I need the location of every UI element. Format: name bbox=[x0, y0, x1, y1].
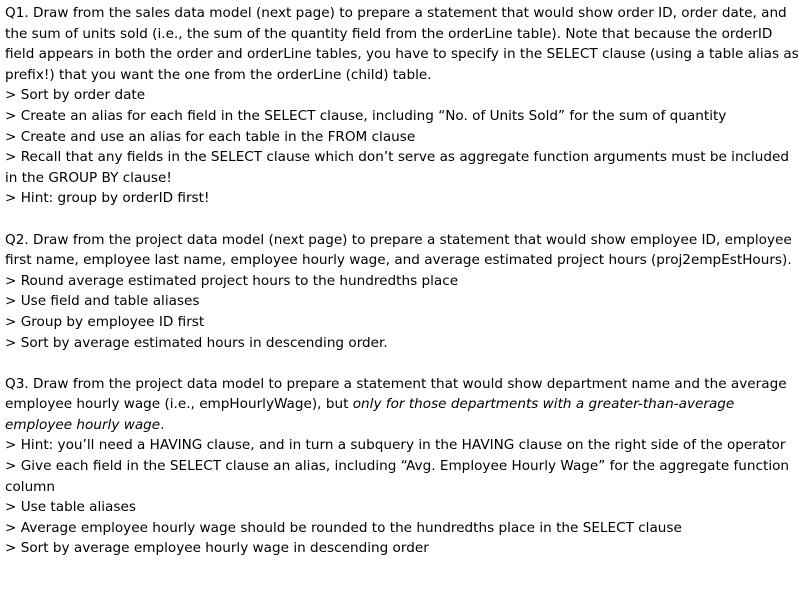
question-3-bullet: > Average employee hourly wage should be rounded to the hundredths place in the SELECT clause bbox=[5, 519, 682, 536]
question-3-intro-text: Q3. Draw from the project data model to prepare a statement that would show department name and the average employee hourly wage (i.e., empHourlyWage), but bbox=[5, 375, 787, 413]
question-3-bullet: > Use table aliases bbox=[5, 499, 136, 516]
question-1-bullet: > Sort by order date bbox=[5, 87, 146, 104]
question-3-bullet: > Hint: you’ll need a HAVING clause, and in turn a subquery in the HAVING clause on the right side of the operator bbox=[5, 437, 786, 454]
question-1-intro: Q1. Draw from the sales data model (next page) to prepare a statement that would show order ID, order date, and the sum of units sold (i.e., the sum of the quantity field from the orderLine table). Note that because the orderID field appears in both the order and orderLine tables, you have to specify in the SELECT clause (using a table alias as prefix!) that you want the one from the orderLine (child) table. bbox=[5, 5, 799, 83]
question-2 bbox=[5, 230, 799, 354]
paragraph-spacer bbox=[5, 209, 799, 230]
question-3-intro bbox=[5, 374, 799, 436]
question-2-bullet: > Use field and table aliases bbox=[5, 293, 200, 310]
question-1-bullet: > Create and use an alias for each table in the FROM clause bbox=[5, 128, 416, 145]
question-3-intro-period: . bbox=[160, 416, 165, 433]
question-2-bullet: > Round average estimated project hours to the hundredths place bbox=[5, 272, 459, 289]
question-2-bullet: > Sort by average estimated hours in descending order. bbox=[5, 334, 388, 351]
document-page bbox=[5, 3, 799, 559]
paragraph-spacer bbox=[5, 353, 799, 374]
question-1-bullet: > Recall that any fields in the SELECT clause which don’t serve as aggregate function arguments must be included in the GROUP BY clause! bbox=[5, 149, 790, 186]
question-3-intro-emphasis: only for those departments with a greater-than-average employee hourly wage bbox=[5, 396, 735, 433]
question-1-bullet: > Create an alias for each field in the SELECT clause, including “No. of Units Sold” for the sum of quantity bbox=[5, 107, 727, 124]
question-2-bullet: > Group by employee ID first bbox=[5, 313, 205, 330]
question-2-intro: Q2. Draw from the project data model (next page) to prepare a statement that would show employee ID, employee first name, employee last name, employee hourly wage, and average estimated project hours (proj2empEstHours). bbox=[5, 231, 792, 269]
question-1 bbox=[5, 3, 799, 209]
question-1-bullet: > Hint: group by orderID first! bbox=[5, 190, 210, 207]
question-3 bbox=[5, 374, 799, 559]
question-3-bullet: > Sort by average employee hourly wage in descending order bbox=[5, 540, 429, 557]
question-3-bullet: > Give each field in the SELECT clause an alias, including “Avg. Employee Hourly Wage” for the aggregate function column bbox=[5, 458, 790, 495]
